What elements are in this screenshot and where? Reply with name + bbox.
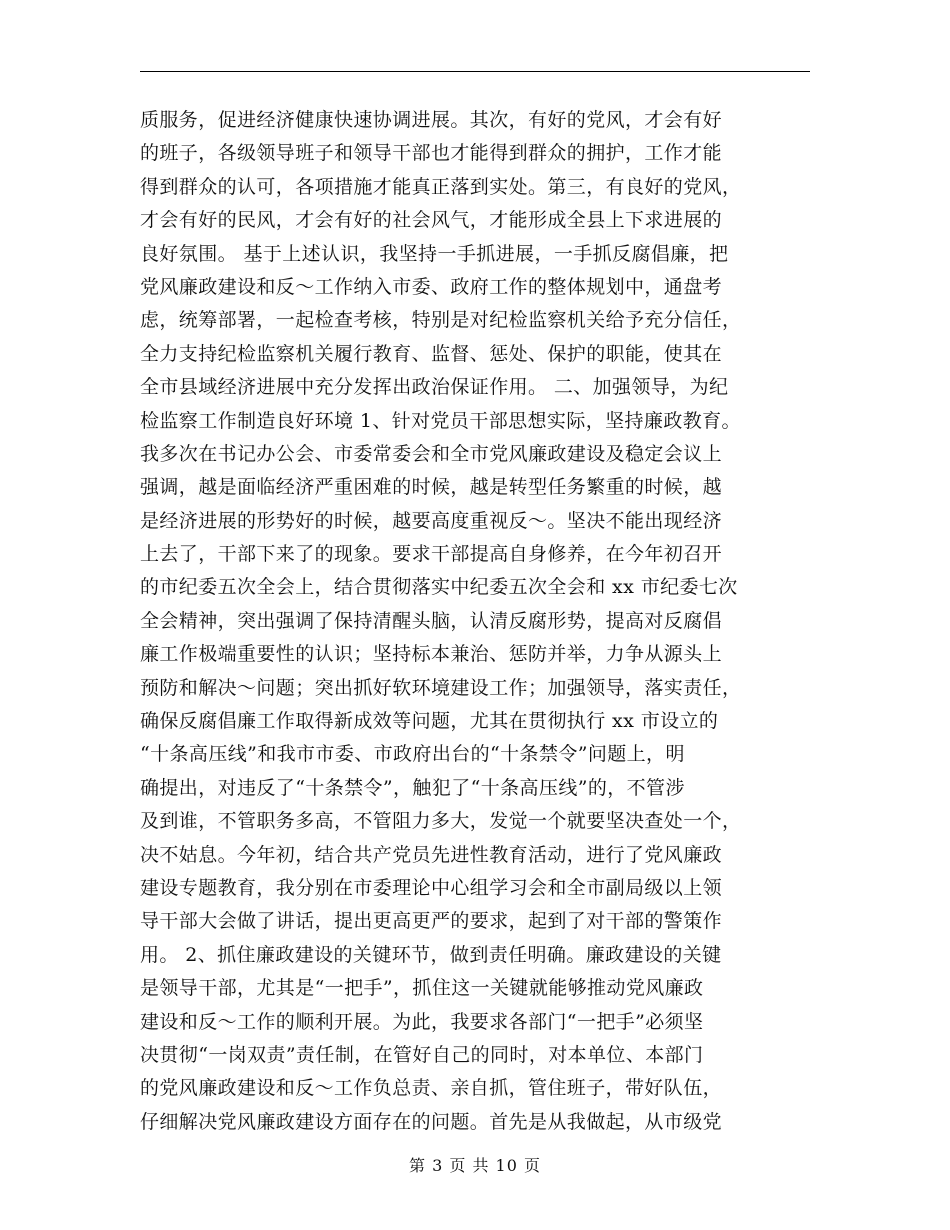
document-body [140, 104, 820, 1139]
text-line: 用。 2、抓住廉政建设的关键环节，做到责任明确。廉政建设的关键 [140, 943, 722, 966]
text-line: 检监察工作制造良好环境 1、针对党员干部思想实际，坚持廉政教育。 [140, 409, 741, 432]
text-line: 才会有好的民风，才会有好的社会风气，才能形成全县上下求进展的 [140, 209, 723, 232]
text-line: 良好氛围。 基于上述认识，我坚持一手抓进展，一手抓反腐倡廉，把 [140, 242, 729, 265]
text-line: 廉工作极端重要性的认识；坚持标本兼治、惩防并举，力争从源头上 [140, 643, 723, 666]
header-rule [140, 71, 810, 72]
text-line: 全会精神，突出强调了保持清醒头脑，认清反腐形势，提高对反腐倡 [140, 609, 723, 632]
text-line: 强调，越是面临经济严重困难的时候，越是转型任务繁重的时候，越 [140, 476, 723, 499]
page-number: 第 3 页 共 10 页 [409, 1156, 541, 1175]
text-line: 全力支持纪检监察机关履行教育、监督、惩处、保护的职能，使其在 [140, 342, 723, 365]
text-line: 的班子，各级领导班子和领导干部也才能得到群众的拥护，工作才能 [140, 142, 723, 165]
text-line: 虑，统筹部署，一起检查考核，特别是对纪检监察机关给予充分信任， [140, 309, 742, 332]
text-line: 是领导干部，尤其是“一把手”，抓住这一关键就能够推动党风廉政 [140, 977, 704, 1000]
text-line: 仔细解决党风廉政建设方面存在的问题。首先是从我做起，从市级党 [140, 1110, 723, 1133]
text-line: 决不姑息。今年初，结合共产党员先进性教育活动，进行了党风廉政 [140, 843, 723, 866]
text-line: 及到谁，不管职务多高，不管阻力多大，发觉一个就要坚决查处一个， [140, 810, 742, 833]
text-line: 的市纪委五次全会上，结合贯彻落实中纪委五次全会和 xx 市纪委七次 [140, 576, 738, 599]
text-line: 的党风廉政建设和反～工作负总责、亲自抓，管住班子，带好队伍， [140, 1077, 723, 1100]
text-line: “十条高压线”和我市市委、市政府出台的“十条禁令”问题上，明 [140, 743, 685, 766]
text-line: 导干部大会做了讲话，提出更高更严的要求，起到了对干部的警策作 [140, 910, 723, 933]
text-line: 确保反腐倡廉工作取得新成效等问题，尤其在贯彻执行 xx 市设立的 [140, 710, 719, 733]
text-line: 党风廉政建设和反～工作纳入市委、政府工作的整体规划中，通盘考 [140, 275, 723, 298]
text-line: 我多次在书记办公会、市委常委会和全市党风廉政建设及稳定会议上 [140, 442, 723, 465]
text-line: 决贯彻“一岗双责”责任制，在管好自己的同时，对本单位、本部门 [140, 1043, 704, 1066]
text-line: 全市县域经济进展中充分发挥出政治保证作用。 二、加强领导，为纪 [140, 376, 729, 399]
text-line: 建设和反～工作的顺利开展。为此，我要求各部门“一把手”必须坚 [140, 1010, 704, 1033]
text-line: 是经济进展的形势好的时候，越要高度重视反～。坚决不能出现经济 [140, 509, 723, 532]
text-line: 质服务，促进经济健康快速协调进展。其次，有好的党风，才会有好 [140, 109, 723, 131]
text-line: 得到群众的认可，各项措施才能真正落到实处。第三，有良好的党风， [140, 175, 742, 198]
text-line: 上去了，干部下来了的现象。要求干部提高自身修养，在今年初召开 [140, 543, 723, 566]
text-line: 预防和解决～问题；突出抓好软环境建设工作；加强领导，落实责任， [140, 676, 742, 699]
text-line: 确提出，对违反了“十条禁令”，触犯了“十条高压线”的，不管涉 [140, 776, 685, 799]
text-line: 建设专题教育，我分别在市委理论中心组学习会和全市副局级以上领 [140, 876, 723, 899]
